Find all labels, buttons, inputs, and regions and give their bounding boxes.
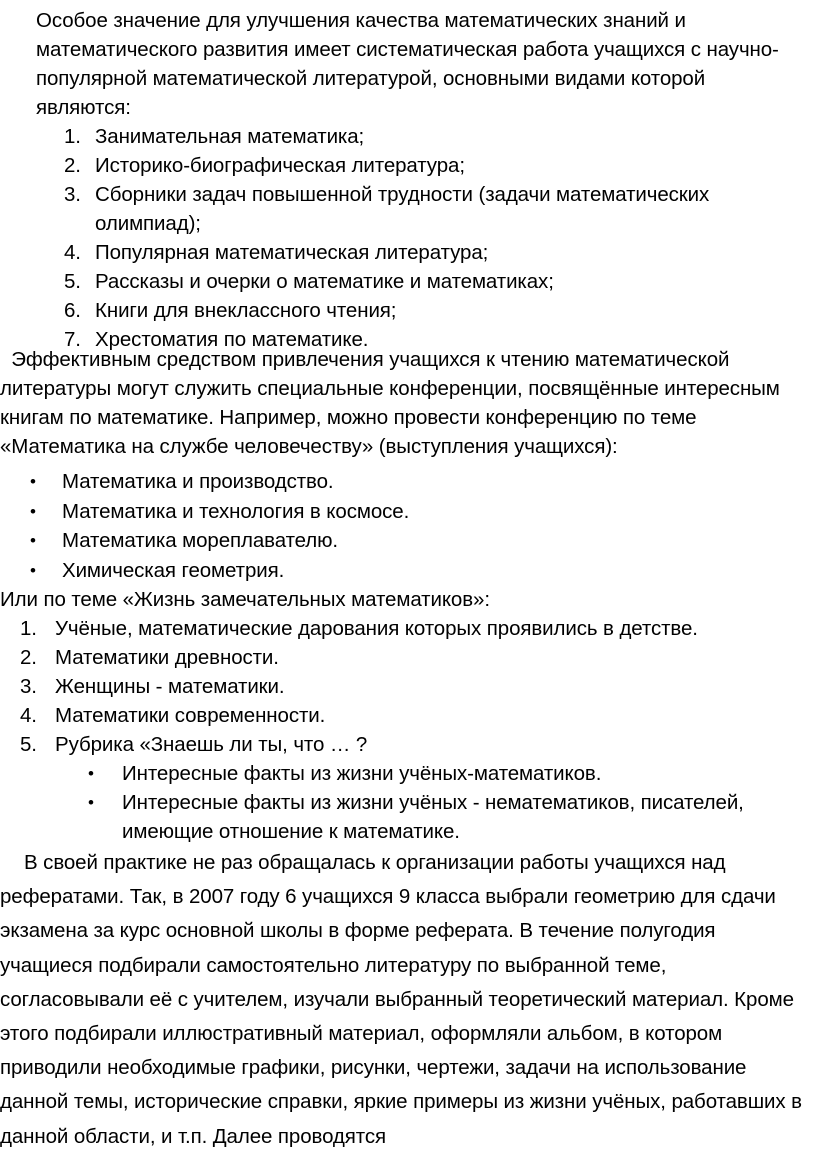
list-item-text: Математика и производство. [62,470,334,493]
list-item [36,296,796,325]
list-item-text: Хрестоматия по математике. [95,328,369,351]
bullet-icon: • [88,793,94,812]
list-item-text: Занимательная математика; [95,125,365,148]
mathematicians-list [0,614,800,759]
list-number: 3. [20,675,37,698]
list-item-text: Математика мореплавателю. [62,529,339,552]
list-item [36,267,796,296]
list-item-text: Женщины - математики. [55,675,285,698]
list-item-text: Рубрика «Знаешь ли ты, что … ? [55,733,368,756]
alternative-topic-paragraph: Или по теме «Жизнь замечательных математиков»: [0,588,490,611]
list-item-text: Интересные факты из жизни учёных-математиков. [122,762,602,785]
list-number: 4. [64,241,81,264]
list-number: 3. [64,183,81,206]
list-item [36,151,796,180]
list-item-text: Сборники задач повышенной трудности (задачи математических олимпиад); [95,183,710,235]
list-item-text: Математика и технология в космосе. [62,499,410,523]
list-number: 7. [64,328,81,351]
conferences-paragraph [0,345,805,461]
literature-types-list [36,122,796,354]
list-item [0,759,810,788]
facts-sublist [0,759,810,846]
conference-topics-list [0,467,800,585]
list-item [0,788,810,846]
list-number: 5. [64,270,81,293]
bullet-icon: • [30,472,36,491]
list-item-text: Популярная математическая литература; [95,241,489,264]
list-number: 1. [64,125,81,148]
practice-paragraph: В своей практике не раз обращалась к организации работы учащихся над рефератами. Так, в 2007 году 6 учащихся 9 класса выбрали геометрию для сдачи экзамена за курс основной школы в форме реферата. В течение полугодия учащиеся подбирали самостоятельно литературу по выбранной теме, согласовывали её с учителем, изучали выбранный теоретический материал. Кроме этого подбирали иллюстративный материал, оформляли альбом, в котором приводили необходимые графики, рисунки, чертежи, задачи на использование данной темы, исторические справки, яркие примеры из жизни учёных, работавших в данной области, и т.п. Далее проводятся [0,851,802,1148]
list-number: 2. [20,646,37,669]
list-item [0,672,800,701]
list-number: 5. [20,733,37,756]
list-item [0,643,800,672]
conferences-text: Эффективным средством привлечения учащихся к чтению математической литературы могут служить специальные конференции, посвящённые интересным книгам по математике. Например, можно провести конференцию по теме «Математика на службе человечеству» (выступления учащихся): [0,348,780,458]
bullet-icon: • [30,501,36,521]
bullet-icon: • [30,560,36,580]
list-item-text: Историко-биографическая литература; [95,154,465,177]
list-item-text: Математики древности. [55,646,279,669]
list-item-text: Рассказы и очерки о математике и математиках; [95,270,554,293]
list-item [36,180,796,238]
bullet-icon: • [30,531,36,550]
list-item [36,122,796,151]
list-item-text: Математики современности. [55,704,326,727]
list-number: 2. [64,154,81,177]
list-number: 4. [20,704,37,727]
bullet-icon: • [88,764,94,783]
list-item [0,467,800,497]
list-item [0,526,800,556]
list-item [0,497,800,527]
list-item [0,730,800,759]
list-item-text: Интересные факты из жизни учёных - нематематиков, писателей, имеющие отношение к математике. [122,791,744,843]
list-item-text: Учёные, математические дарования которых проявились в детстве. [55,617,698,640]
list-number: 1. [20,617,37,640]
list-item [36,238,796,267]
list-item-text: Химическая геометрия. [62,558,285,582]
list-item [0,556,800,586]
list-number: 6. [64,299,81,322]
list-item [0,614,800,643]
intro-paragraph: Особое значение для улучшения качества математических знаний и математического развития имеет систематическая работа учащихся с научно-популярной математической литературой, основными видами которой являются: [36,9,779,119]
list-item-text: Книги для внеклассного чтения; [95,299,397,322]
list-item [0,701,800,730]
